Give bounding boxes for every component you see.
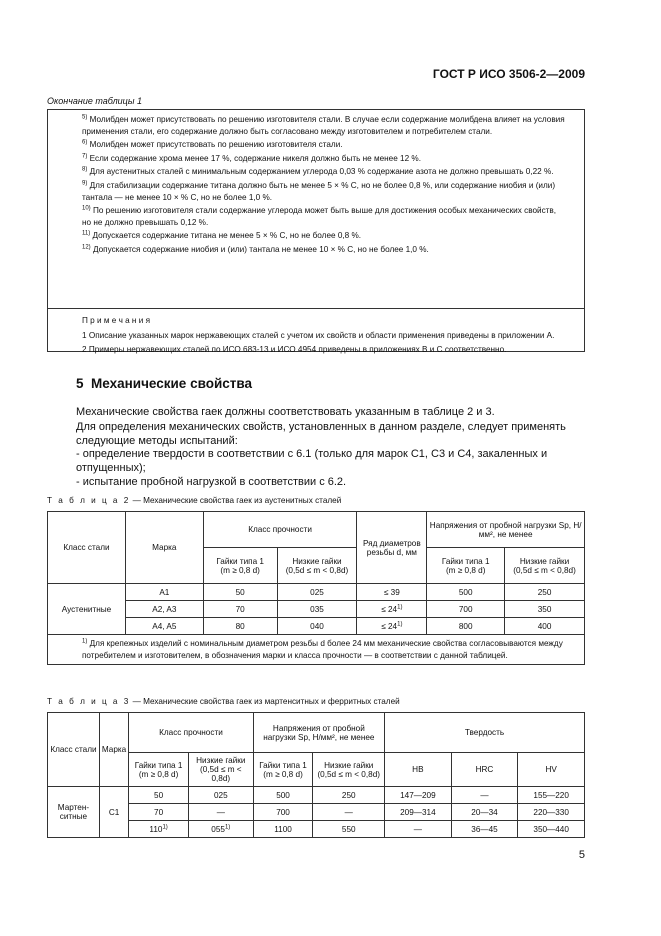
t2-d-sup: 1) [397,603,403,610]
t3-hb-cell: — [385,821,452,838]
table2-caption-prefix: Т а б л и ц а 2 [47,496,131,505]
t2-nut1-label: Гайки типа 1 [216,556,264,566]
t2-sc2-cell: 040 [277,618,357,635]
t2-d-cell [357,601,427,618]
t3-sc2-value: — [216,807,225,817]
t3-sc1-cell [129,821,189,838]
t3-stress-nut1-label: Гайки типа 1 [259,760,307,770]
footnote-text: Молибден может присутствовать по решению изготовителя стали. [89,140,343,150]
footnote-text: Молибден может присутствовать по решению изготовителя стали. В случае если содержание молибдена влияет на условия применения стали, его содержание должно быть согласовано между изготовителем и потребителем стали. [82,115,565,136]
t2-d-value: ≤ 24 [381,621,398,631]
t3-stress-low-cond: (0,5d ≤ m < 0,8d) [317,769,380,779]
t3-sc2-value: 055 [211,824,225,834]
t2-d-cell [357,584,427,601]
notes-heading: П р и м е ч а н и я [82,316,151,325]
t2-stress-low-label: Низкие гайки [519,556,570,566]
table-row [48,601,585,618]
t3-nut1-label: Гайки типа 1 [134,760,183,770]
table2 [47,511,585,665]
footnote-mark: 12) [82,244,91,251]
section-title: Механические свойства [91,376,252,391]
t3-st2-cell: 550 [313,821,385,838]
t3-st1-cell: 500 [253,787,313,804]
t3-hv-cell: 350—440 [518,821,585,838]
paragraph: Механические свойства гаек должны соответствовать указанным в таблице 2 и 3. [76,406,495,418]
t3-header-stress-low [313,753,385,787]
footnote-mark: 5) [82,114,88,121]
t2-footnote-cell [48,635,585,665]
table-row [48,618,585,635]
footnote-7 [48,153,567,165]
t2-steel-cell: Аустенитные [48,584,126,635]
document-id: ГОСТ Р ИСО 3506-2—2009 [432,67,585,81]
page-number: 5 [578,849,585,861]
table-row [48,584,585,601]
t3-sc2-sup: 1) [224,823,231,830]
t2-sc1-cell: 50 [203,584,277,601]
t3-sc1-value: 110 [149,824,163,834]
footnote-mark: 11) [82,230,91,237]
table3-caption-text: — Механические свойства гаек из мартенситных и ферритных сталей [130,697,400,706]
t3-header-strength-class: Класс прочности [129,713,253,753]
t3-sc1-sup: 1) [162,823,168,830]
t3-st1-cell: 1100 [253,821,313,838]
t3-sc2-value: 025 [213,790,228,800]
note-1: 1 Описание указанных марок нержавеющих сталей с учетом их свойств и области применения приведены в приложении А. [82,330,555,340]
footnote-6 [48,139,567,151]
footnote-text: По решению изготовителя стали содержание углерода может быть выше для достижения особых механических свойств, но не должно превышать 0,12 %. [82,206,557,227]
footnote-9 [48,180,567,203]
t3-sc2-cell [188,821,253,838]
paragraph: - определение твердости в соответствии с 6.1 (только для марок С1, С3 и С4, закаленных и отпущенных); [76,448,548,475]
footnote-text: Для аустенитных сталей с минимальным содержанием углерода 0,03 % содержание азота не должно превышать 0,22 %. [89,167,554,177]
footnote-text: Если содержание хрома менее 17 %, содержание никеля должно быть не менее 12 %. [89,153,421,163]
footnote-text: Для стабилизации содержание титана должно быть не менее 5 × % C, но не более 0,8 %, или содержание ниобия и (или) тантала — не менее 10 × % C, но не более 1,0 %. [82,180,556,202]
t2-header-strength-class: Класс прочности [203,512,357,548]
t2-grade-cell: A4, A5 [125,618,203,635]
footnote-11 [48,230,567,242]
t2-header-thread: Ряд диаметров резьбы d, мм [357,512,427,584]
t3-sc1-value: 70 [154,807,164,817]
t2-d-value: ≤ 24 [381,604,398,614]
t3-nut1-cond: (m ≥ 0,8 d) [138,769,179,779]
t3-header-hb: HB [385,753,452,787]
footnote-5 [48,114,567,137]
t2-sc2-cell: 035 [277,601,357,618]
t2-st2-cell: 350 [505,601,585,618]
t3-low-cond: (0,5d ≤ m < 0,8d) [200,765,242,783]
t3-header-hrc: HRC [451,753,518,787]
t2-footnote-row [48,635,585,665]
notes-divider [48,308,584,309]
t3-st2-cell: — [313,804,385,821]
footnote-text: Допускается содержание ниобия и (или) тантала не менее 10 × % C, но не более 1,0 %. [92,244,429,254]
t2-sc1-cell: 80 [203,618,277,635]
t2-st2-cell: 400 [505,618,585,635]
t2-header-stress-nut1 [427,548,505,584]
paragraph: Для определения механических свойств, установленных в данном разделе, следует применять следующие методы испытаний: [76,420,566,447]
t2-footnote-mark: 1) [82,638,88,645]
section-number: 5 [76,376,84,391]
t2-d-value: ≤ 39 [383,587,400,597]
paragraph: - испытание пробной нагрузкой в соответствии с 6.2. [76,475,347,488]
footnote-text: Допускается содержание титана не менее 5 × % C, но не более 0,8 %. [92,231,362,241]
t2-stress-low-cond: (0,5d ≤ m < 0,8d) [513,565,576,575]
table-row [48,804,585,821]
section-body [76,406,586,490]
table-row [48,821,585,838]
t3-low-label: Низкие гайки [196,756,246,765]
footnote-mark: 8) [82,166,88,173]
footnote-8 [48,166,567,178]
table3-caption [47,697,400,706]
t2-stress-nut1-label: Гайки типа 1 [441,556,490,566]
t2-sc1-cell: 70 [203,601,277,618]
footnote-mark: 9) [82,180,88,187]
footnote-list [48,114,576,256]
t2-sc2-cell: 025 [277,584,357,601]
table-continuation-label: Окончание таблицы 1 [47,96,142,106]
t2-header-grade: Марка [125,512,203,584]
t3-sc1-cell [129,787,189,804]
t3-grade-cell: C1 [99,787,128,838]
t2-grade-cell: A2, A3 [125,601,203,618]
t2-d-sup: 1) [397,620,403,627]
footnote-10 [48,205,567,228]
t3-sc2-cell [188,787,253,804]
t3-sc2-cell [188,804,253,821]
table2-caption-text: — Механические свойства гаек из аустенитных сталей [130,496,342,505]
t3-st2-cell: 250 [313,787,385,804]
t2-grade-cell: A1 [125,584,203,601]
t3-header-stress: Напряжения от пробной нагрузки Sp, Н/мм², не менее [253,713,384,753]
t2-nut1-cond: (m ≥ 0,8 d) [220,565,260,575]
t3-hb-cell: 147—209 [385,787,452,804]
t3-header-low [188,753,253,787]
section-heading [76,376,252,391]
footnote-mark: 6) [82,139,88,146]
t3-stress-low-label: Низкие гайки [324,760,374,770]
t2-st1-cell: 500 [427,584,505,601]
t3-hv-cell: 155—220 [518,787,585,804]
t3-header-grade: Марка [99,713,128,787]
t3-header-stress-nut1 [253,753,313,787]
t3-stress-nut1-cond: (m ≥ 0,8 d) [263,769,303,779]
t3-header-hardness: Твердость [385,713,585,753]
t2-st1-cell: 700 [427,601,505,618]
t3-header-steel-class: Класс стали [48,713,100,787]
t3-hrc-cell: 36—45 [451,821,518,838]
footnote-mark: 7) [82,153,88,160]
t2-low-cond: (0,5d ≤ m < 0,8d) [285,565,349,575]
t2-st2-cell: 250 [505,584,585,601]
t3-header-nut1 [129,753,189,787]
t3-sc1-value: 50 [154,790,164,800]
t3-hrc-cell: — [451,787,518,804]
t2-low-label: Низкие гайки [292,556,342,566]
t2-header-stress-low [505,548,585,584]
t3-st1-cell: 700 [253,804,313,821]
table3-caption-prefix: Т а б л и ц а 3 [47,697,131,706]
t3-header-hv: HV [518,753,585,787]
footnote-mark: 10) [82,205,91,212]
t2-st1-cell: 800 [427,618,505,635]
table2-caption [47,496,341,505]
t2-header-stress: Напряжения от пробной нагрузки Sp, Н/мм², не менее [427,512,585,548]
t2-header-nut1 [203,548,277,584]
table-row [48,787,585,804]
t2-header-low [277,548,357,584]
t3-hrc-cell: 20—34 [451,804,518,821]
t3-steel-cell: Мартен-ситные [48,787,100,838]
t3-hv-cell: 220—330 [518,804,585,821]
t2-header-steel-class: Класс стали [48,512,126,584]
t3-hb-cell: 209—314 [385,804,452,821]
table3 [47,712,585,838]
t2-stress-nut1-cond: (m ≥ 0,8 d) [445,565,486,575]
notes-block [48,315,576,356]
t2-d-cell [357,618,427,635]
footnote-12 [48,244,567,256]
t2-footnote-text: Для крепежных изделий с номинальным диаметром резьбы d более 24 мм механические свойства согласовываются между потребителем и изготовителем, в обозначения марки и класса прочности — в соответствии с данной таблицей. [82,639,563,660]
t3-sc1-cell [129,804,189,821]
table1-footnotes-box [47,109,585,355]
note-2: 2 Примеры нержавеющих сталей по ИСО 683-13 и ИСО 4954 приведены в приложениях В и С соответственно. [82,345,507,355]
